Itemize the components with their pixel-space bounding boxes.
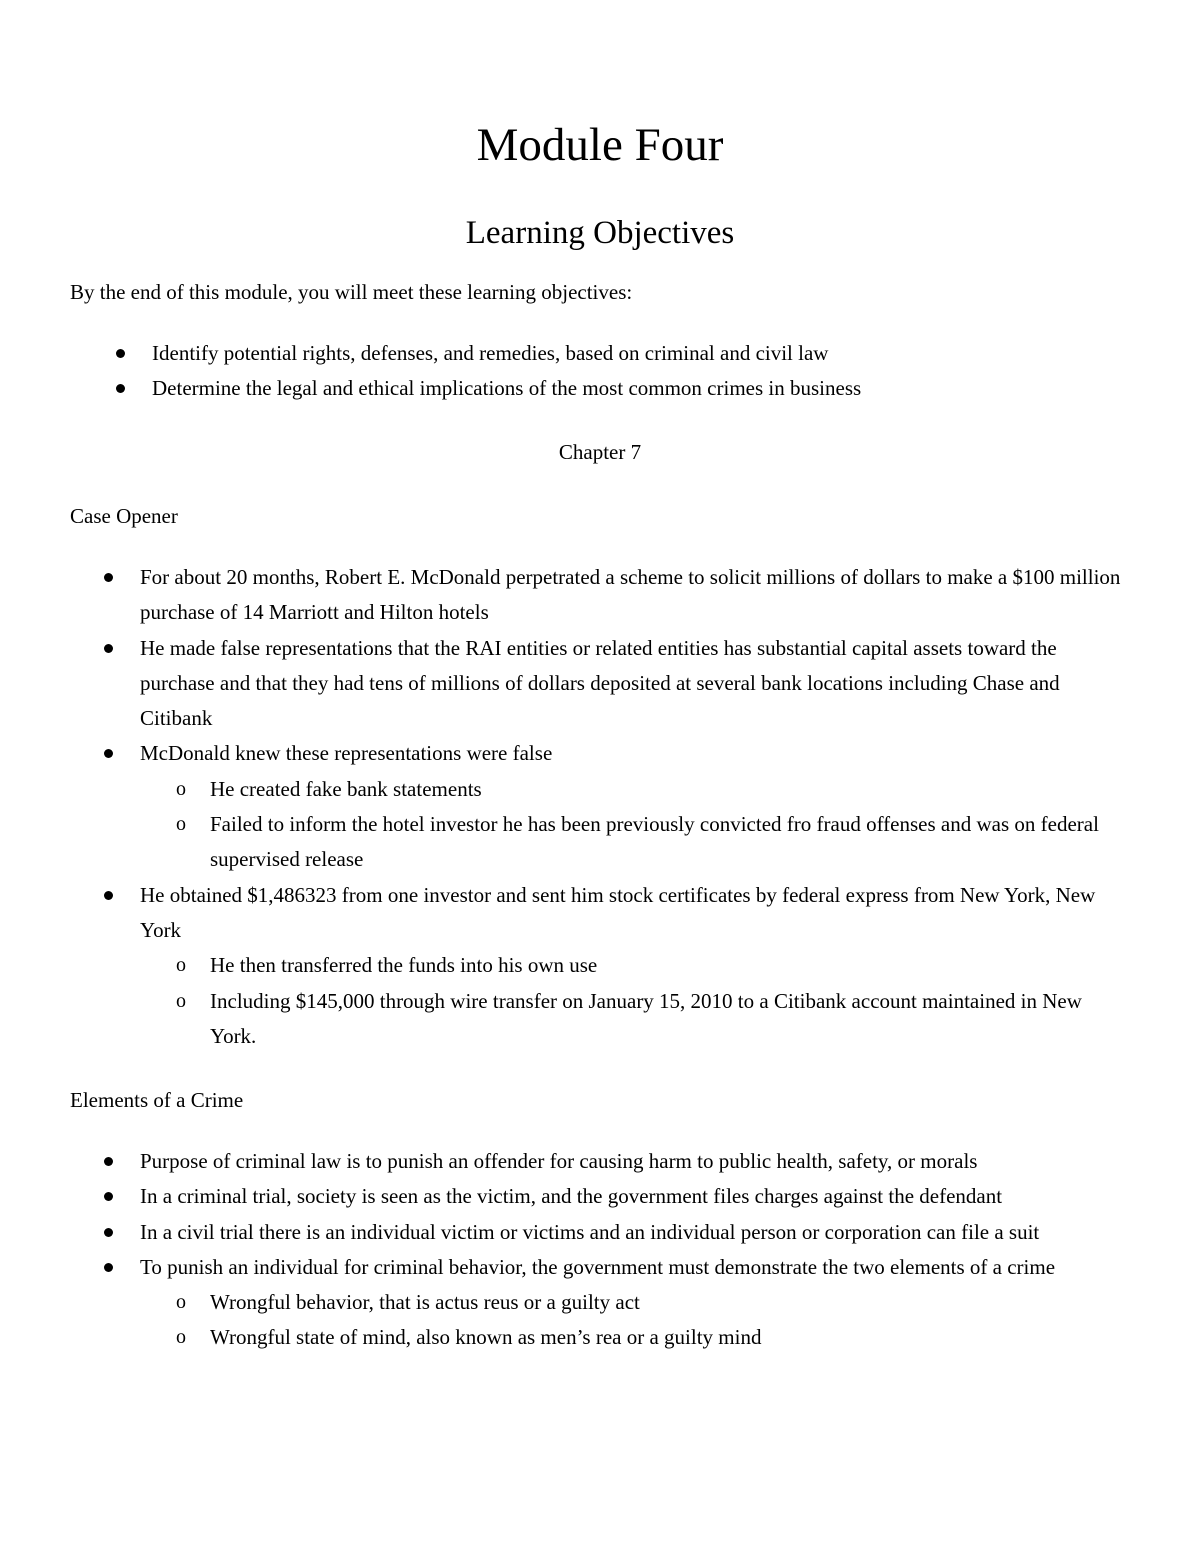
hollow-bullet-icon: o xyxy=(176,954,186,977)
list-item xyxy=(70,560,1130,631)
list-item xyxy=(82,336,1112,371)
list-item xyxy=(82,371,1112,406)
sub-item-text: He then transferred the funds into his own use xyxy=(210,953,598,978)
list-item-text: In a criminal trial, society is seen as the victim, and the government files charges against the defendant xyxy=(140,1184,1003,1209)
list-item-text: For about 20 months, Robert E. McDonald perpetrated a scheme to solicit millions of dollars to make a $100 million purchase of 14 Marriott and Hilton hotels xyxy=(140,565,1121,625)
hollow-bullet-icon: o xyxy=(176,1291,186,1314)
objectives-list xyxy=(152,336,1112,407)
list-item-text: He obtained $1,486323 from one investor and sent him stock certificates by federal express from New York, New York xyxy=(140,882,1096,942)
sub-list-item xyxy=(140,807,1130,878)
list-item xyxy=(70,878,1130,1054)
sub-list xyxy=(140,1285,1130,1356)
sub-list xyxy=(140,772,1130,878)
bullet-icon xyxy=(104,1263,113,1272)
sub-list-item xyxy=(140,1320,1130,1355)
sub-list-item xyxy=(140,984,1130,1055)
list-item xyxy=(70,1179,1130,1214)
sub-list-item xyxy=(140,772,1130,807)
list-item-text: In a civil trial there is an individual victim or victims and an individual person or corporation can file a suit xyxy=(140,1219,1040,1244)
sub-item-text: Failed to inform the hotel investor he has been previously convicted fro fraud offenses and was on federal supervised release xyxy=(210,812,1099,872)
bullet-icon xyxy=(104,1157,113,1166)
sub-list-item xyxy=(140,948,1130,983)
sub-list xyxy=(140,948,1130,1054)
bullet-icon xyxy=(104,1228,113,1237)
hollow-bullet-icon: o xyxy=(176,777,186,800)
sub-item-text: Including $145,000 through wire transfer on January 15, 2010 to a Citibank account maintained in New York. xyxy=(210,988,1082,1048)
bullet-icon xyxy=(104,891,113,900)
chapter-heading: Chapter 7 xyxy=(558,440,642,464)
elements-list xyxy=(70,1144,1130,1356)
bullet-icon xyxy=(104,573,113,582)
sub-item-text: Wrongful state of mind, also known as men’s rea or a guilty mind xyxy=(210,1325,762,1350)
bullet-icon xyxy=(116,384,125,393)
bullet-icon xyxy=(104,644,113,653)
objective-text: Identify potential rights, defenses, and remedies, based on criminal and civil law xyxy=(152,341,829,365)
hollow-bullet-icon: o xyxy=(176,813,186,836)
intro-text: By the end of this module, you will meet these learning objectives: xyxy=(70,280,633,304)
list-item-text: McDonald knew these representations were false xyxy=(140,741,553,766)
list-item xyxy=(70,631,1130,737)
section-heading-case-opener: Case Opener xyxy=(70,504,178,528)
sub-list-item xyxy=(140,1285,1130,1320)
page-title: Module Four xyxy=(476,119,724,171)
hollow-bullet-icon: o xyxy=(176,1326,186,1349)
objective-text: Determine the legal and ethical implications of the most common crimes in business xyxy=(152,376,862,401)
bullet-icon xyxy=(104,749,113,758)
hollow-bullet-icon: o xyxy=(176,989,186,1012)
page-subtitle: Learning Objectives xyxy=(465,215,735,251)
list-item xyxy=(70,1250,1130,1356)
list-item xyxy=(70,736,1130,877)
sub-item-text: Wrongful behavior, that is actus reus or a guilty act xyxy=(210,1290,640,1315)
list-item xyxy=(70,1144,1130,1179)
sub-item-text: He created fake bank statements xyxy=(210,776,482,801)
list-item-text: Purpose of criminal law is to punish an offender for causing harm to public health, safety, or morals xyxy=(140,1149,978,1173)
list-item-text: To punish an individual for criminal behavior, the government must demonstrate the two elements of a crime xyxy=(140,1254,1056,1279)
list-item xyxy=(70,1215,1130,1250)
bullet-icon xyxy=(104,1192,113,1201)
section-heading-elements: Elements of a Crime xyxy=(70,1088,244,1112)
list-item-text: He made false representations that the RAI entities or related entities has substantial capital assets toward the purchase and that they had tens of millions of dollars deposited at several bank locations including Chase and Citibank xyxy=(140,635,1060,731)
bullet-icon xyxy=(116,349,125,358)
case-opener-list xyxy=(70,560,1130,1054)
